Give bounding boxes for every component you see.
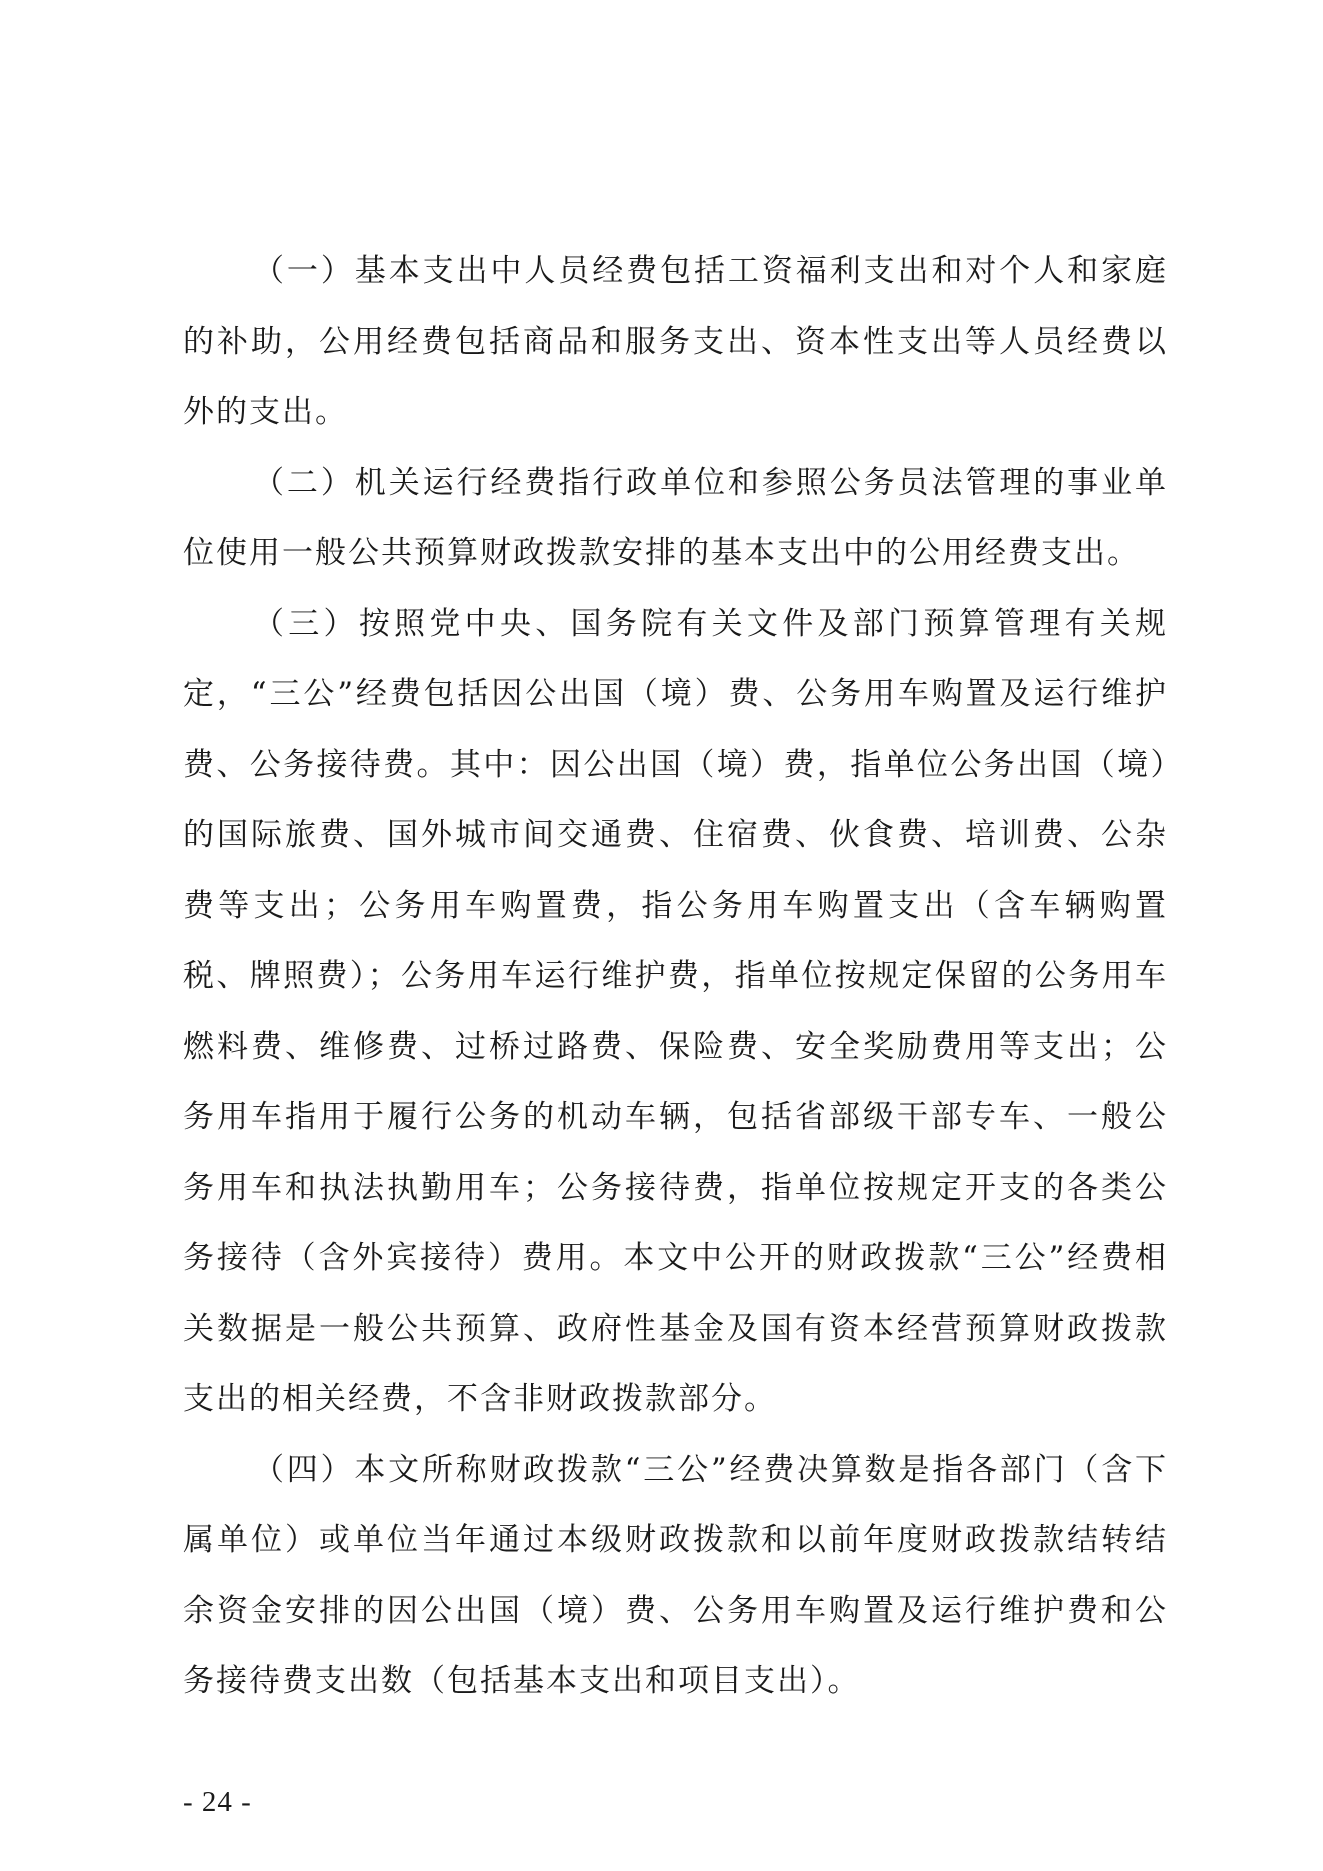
page-number: - 24 -	[183, 1786, 252, 1818]
paragraph-operating-expenses: （二）机关运行经费指行政单位和参照公务员法管理的事业单位使用一般公共预算财政拨款安排的基本支出中的公用经费支出。	[183, 464, 1168, 571]
paragraph-final-accounts: （四）本文所称财政拨款“三公”经费决算数是指各部门（含下属单位）或单位当年通过本级财政拨款和以前年度财政拨款结转结余资金安排的因公出国（境）费、公务用车购置及运行维护费和公务接待费支出数（包括基本支出和项目支出）。	[183, 1451, 1168, 1699]
paragraph-basic-expenditure: （一）基本支出中人员经费包括工资福利支出和对个人和家庭的补助，公用经费包括商品和服务支出、资本性支出等人员经费以外的支出。	[183, 253, 1168, 430]
paragraph-three-public-expenses: （三）按照党中央、国务院有关文件及部门预算管理有关规定，“三公”经费包括因公出国（境）费、公务用车购置及运行维护费、公务接待费。其中：因公出国（境）费，指单位公务出国（境）的国际旅费、国外城市间交通费、住宿费、伙食费、培训费、公杂费等支出；公务用车购置费，指公务用车购置支出（含车辆购置税、牌照费）；公务用车运行维护费，指单位按规定保留的公务用车燃料费、维修费、过桥过路费、保险费、安全奖励费用等支出；公务用车指用于履行公务的机动车辆，包括省部级干部专车、一般公务用车和执法执勤用车；公务接待费，指单位按规定开支的各类公务接待（含外宾接待）费用。本文中公开的财政拨款“三公”经费相关数据是一般公共预算、政府性基金及国有资本经营预算财政拨款支出的相关经费，不含非财政拨款部分。	[183, 605, 1168, 1417]
document-body	[183, 236, 1168, 1717]
